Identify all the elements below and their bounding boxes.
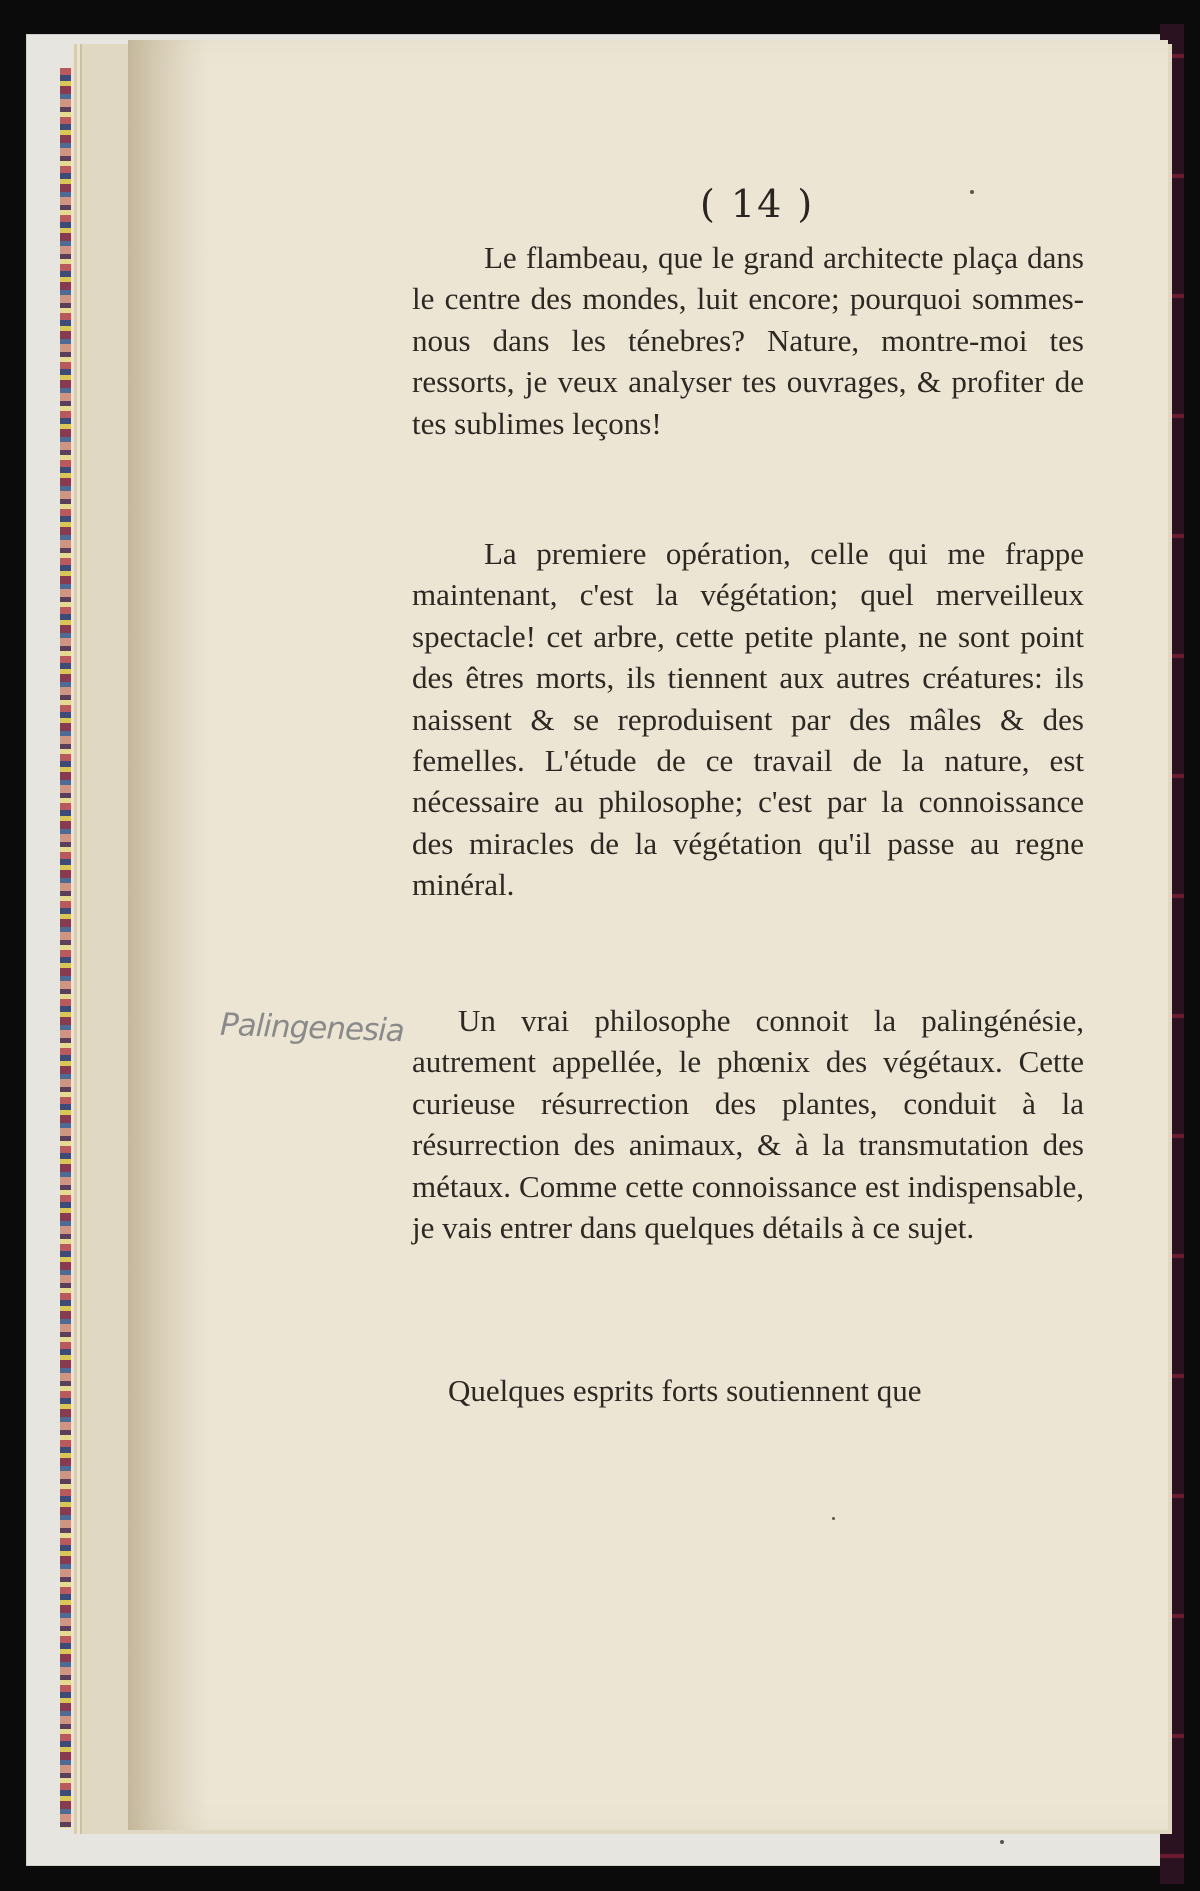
paper-speck: [1000, 1840, 1004, 1844]
paragraph-2: La premiere opération, celle qui me frappe maintenant, c'est la végétation; quel merveilleux spectacle! cet arbre, cette petite plante, ne sont point des êtres morts, ils tiennent aux autres créatures: ils naissent & se reproduisent par des mâles & des femelles. L'étude de ce travail de la nature, est nécessaire au philosophe; c'est par la connoissance des miracles de la végétation qu'il passe au regne minéral.: [412, 536, 1084, 903]
paragraph-1: Le flambeau, que le grand architecte plaça dans le centre des mondes, luit encore; pourquoi sommes-nous dans les ténebres? Nature, montre-moi tes ressorts, je veux analyser tes ouvrages, & profiter de tes sublimes leçons!: [412, 240, 1084, 441]
handwritten-marginal-note: Palingenesia: [219, 1006, 405, 1050]
paper-speck: [970, 190, 974, 194]
paper-speck: [832, 1517, 835, 1520]
paragraph-3: Un vrai philosophe connoit la palingénésie, autrement appellée, le phœnix des végétaux. Cette curieuse résurrection des plantes, conduit à la résurrection des animaux, & à la transmutation des métaux. Comme cette connoissance est indispensable, je vais entrer dans quelques détails à ce sujet.: [412, 1003, 1084, 1246]
page-number: ( 14 ): [700, 182, 815, 226]
paragraph-4: Quelques esprits forts soutiennent que: [448, 1373, 922, 1408]
page-gutter-shadow: [128, 40, 208, 1830]
